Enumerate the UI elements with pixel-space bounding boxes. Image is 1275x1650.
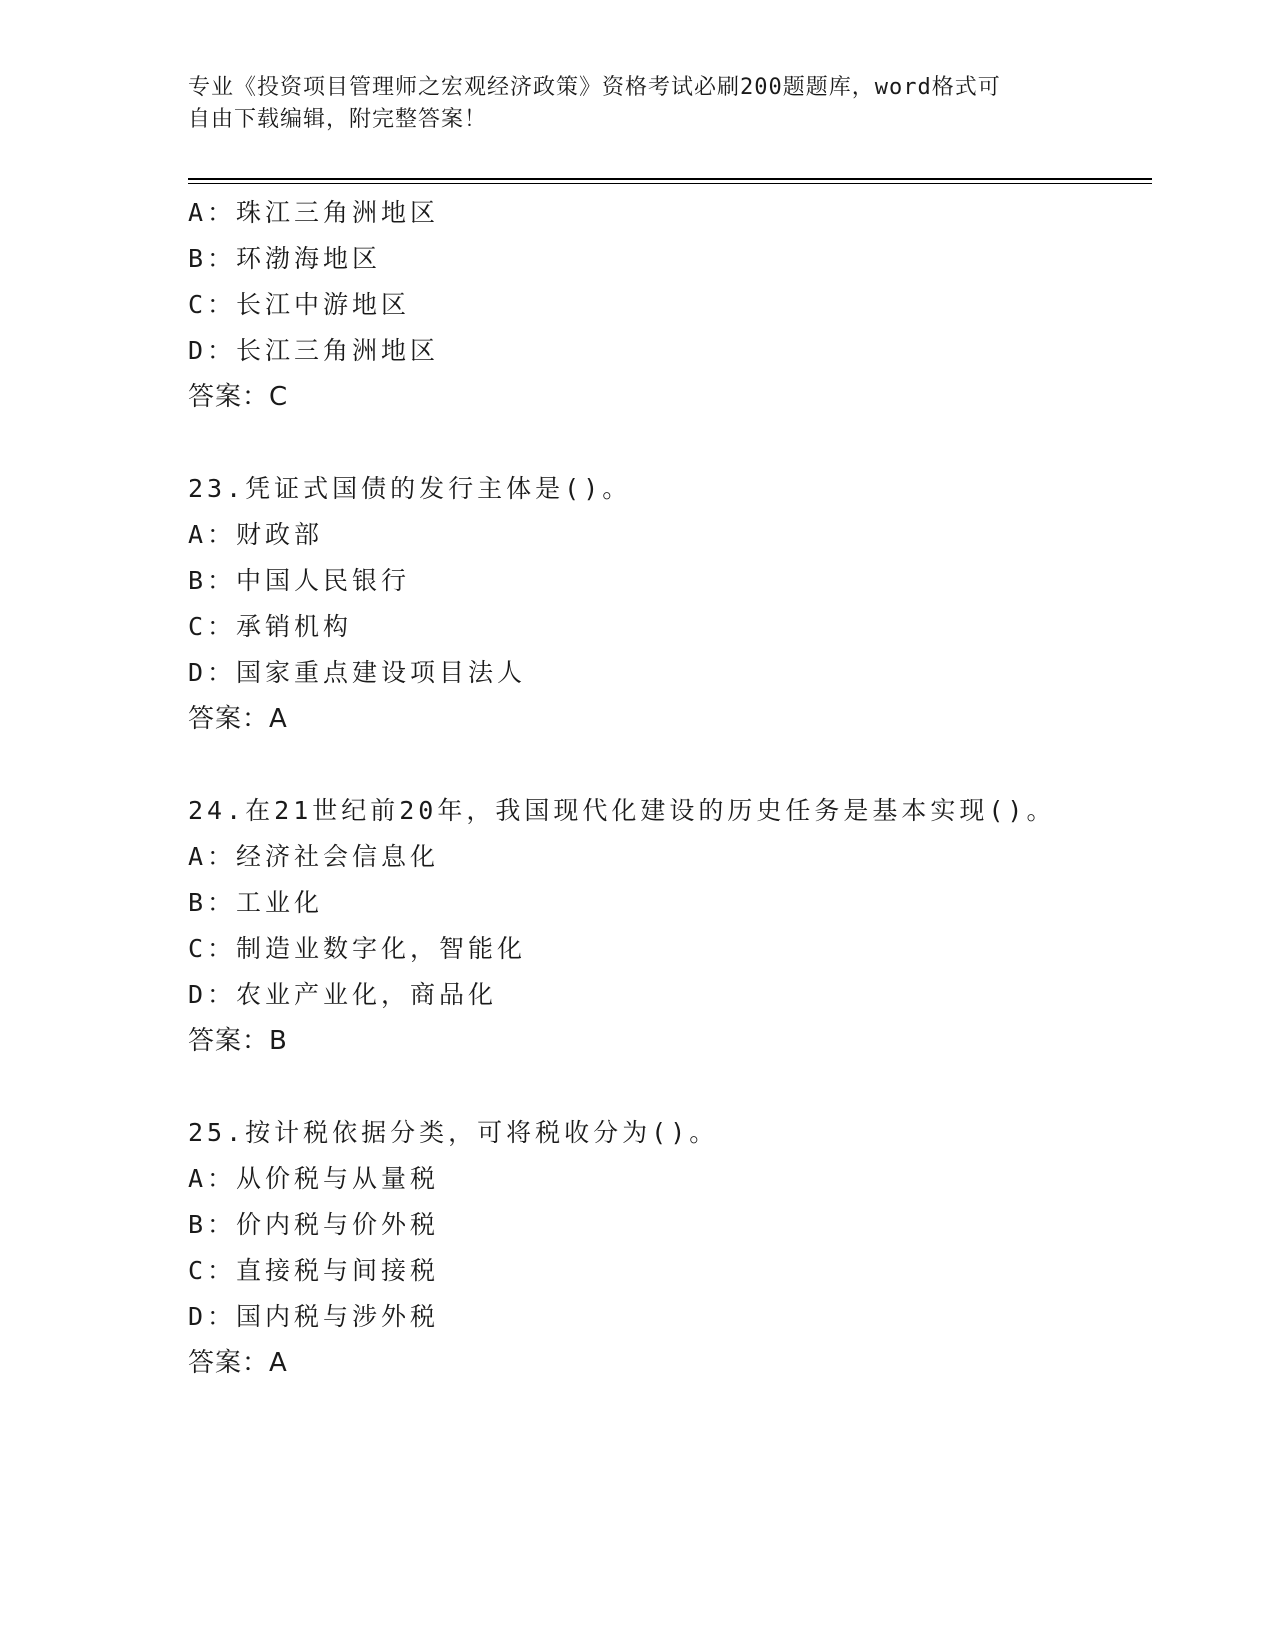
option-a: A：财政部 (188, 520, 324, 549)
header-line-2: 自由下载编辑，附完整答案！ (188, 107, 488, 132)
answer-line: 答案：A (188, 704, 288, 734)
option-c: C：直接税与间接税 (188, 1256, 440, 1285)
option-c: C：承销机构 (188, 612, 353, 641)
header-divider-thick (188, 178, 1152, 180)
question-stem: 24.在21世纪前20年，我国现代化建设的历史任务是基本实现()。 (188, 796, 1056, 825)
question-block-22 (188, 190, 1148, 420)
option-d: D：国家重点建设项目法人 (188, 658, 527, 687)
option-a: A：从价税与从量税 (188, 1164, 440, 1193)
question-stem: 25.按计税依据分类，可将税收分为()。 (188, 1118, 719, 1147)
option-d: D：长江三角洲地区 (188, 336, 440, 365)
option-a: A：珠江三角洲地区 (188, 198, 440, 227)
question-block-24 (188, 788, 1148, 1064)
question-block-25 (188, 1110, 1148, 1386)
option-b: B：中国人民银行 (188, 566, 411, 595)
question-list (188, 190, 1148, 1386)
document-header (188, 72, 1068, 136)
option-d: D：农业产业化，商品化 (188, 980, 498, 1009)
answer-line: 答案：A (188, 1348, 288, 1378)
header-line-1: 专业《投资项目管理师之宏观经济政策》资格考试必刷200题题库，word格式可 (188, 75, 1001, 100)
option-d: D：国内税与涉外税 (188, 1302, 440, 1331)
option-a: A：经济社会信息化 (188, 842, 440, 871)
question-stem: 23.凭证式国债的发行主体是()。 (188, 474, 632, 503)
answer-line: 答案：C (188, 382, 289, 412)
header-divider-thin (188, 183, 1152, 184)
option-b: B：环渤海地区 (188, 244, 382, 273)
option-c: C：长江中游地区 (188, 290, 411, 319)
answer-line: 答案：B (188, 1026, 288, 1056)
question-block-23 (188, 466, 1148, 742)
option-b: B：价内税与价外税 (188, 1210, 440, 1239)
option-c: C：制造业数字化，智能化 (188, 934, 527, 963)
option-b: B：工业化 (188, 888, 324, 917)
